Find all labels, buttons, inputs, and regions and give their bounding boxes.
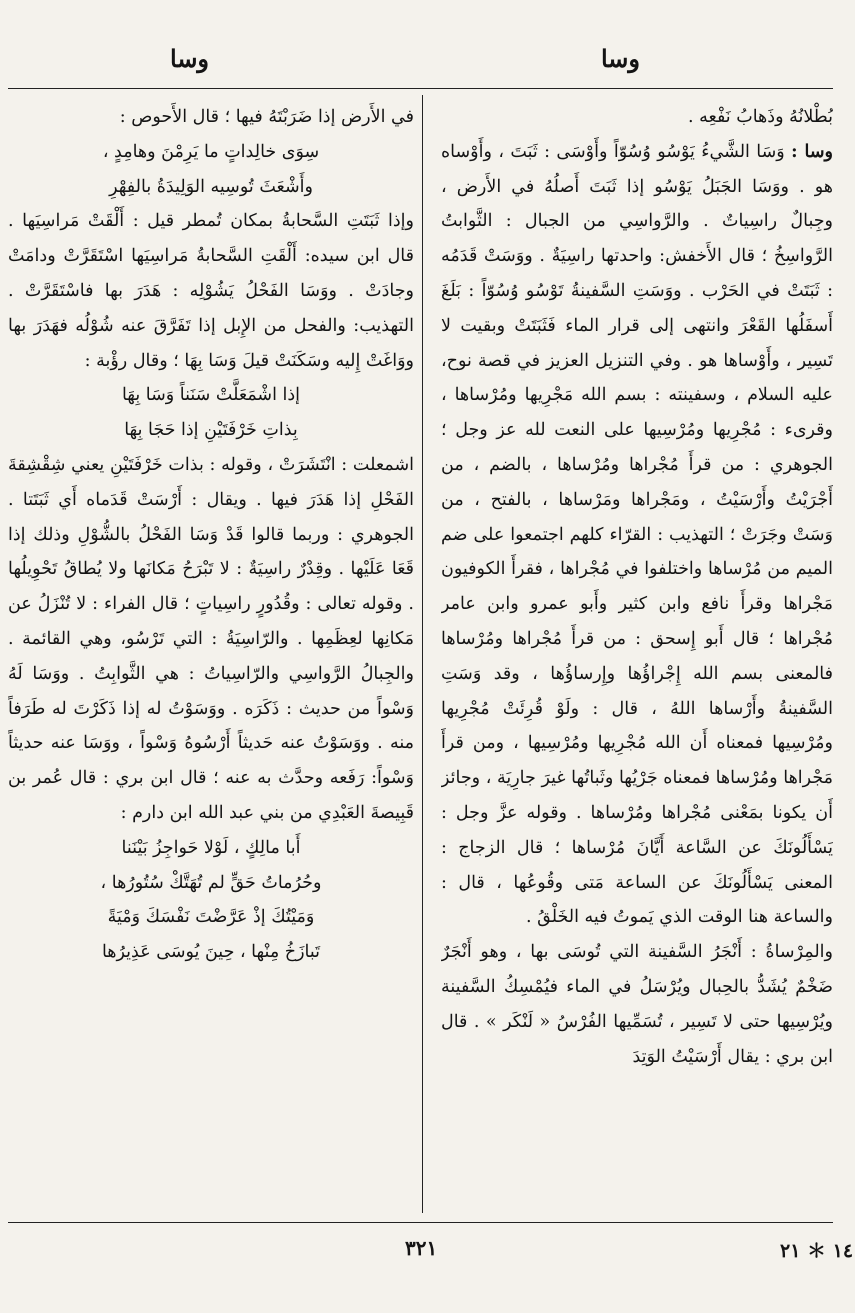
paragraph: بُطْلانُهُ وذَهابُ نَفْعِه . <box>688 107 833 127</box>
column-divider <box>422 95 423 1213</box>
signature-mark: ١٤ ＊ ٢١ <box>780 1240 854 1262</box>
bottom-rule <box>8 1222 833 1223</box>
verse-line: إذا اشْمَعَلَّتْ سَنَناً وَسَا بِهَا <box>121 385 301 406</box>
entry-text: وَسَا الشَّيءُ يَوْسُو وُسُوّاً وأَوْسَى : ثَبَتَ ، وأَوْساه هو . ووَسَا الجَبَلُ يَوْسُو إذا ثَبَتَ أَصلُهُ في الأَرض ، وجِبالٌ راسِياتٌ . والرَّواسِي من الجبال : الثَّوابتُ الرَّواسِخُ ؛ قال الأَخفش: واحدتها راسِيَةٌ . ووَسَتْ قَدَمُه : ثَبَتَتْ في الحَرْب . ووَسَتِ السَّفينةُ تَوْسُو وُسُوّاً : بَلَغَ أَسفَلُها القَعْرَ وانتهى إلى قرار الماء فَثَبَتَتْ وبقيت لا تَسِير ، وأَوْساها هو . وفي التنزيل العزيز في قصة نوح، عليه السلام ، وسفينته : بسم الله مَجْرِيها ومُرْساها ، وقرىء : مُجْرِيها ومُرْسِيها على النعت لله عز وجل ؛ الجوهري : من قرأَ مُجْراها ومُرْساها ، بالضم ، من أَجْرَيْتُ وأَرْسَيْتُ ، ومَجْراها ومَرْساها ، بالفتح ، من وَسَتْ وجَرَتْ ؛ التهذيب : القرّاء كلهم اجتمعوا على ضم الميم من مُرْساها واختلفوا في مُجْراها ، فقرأَ الكوفيون مَجْراها وقرأَ نافع وابن كثير وأَبو عمرو وابن عامر مُجْراها ؛ قال أَبو إِسحق : من قرأَ مُجْراها ومُرْساها فالمعنى بسم الله إِجْراؤُها وإِرساؤُها ، وقد وَسَتِ السَّفينةُ وأَرْساها اللهُ ، قال : ولَوْ قُرِئَتْ مُجْرِيها ومُرْسِيها فمعناه أَن الله مُجْرِيها ومُرْسِيها ، ومن قرأَ مَجْراها ومُرْساها فمعناه جَرْيُها وثَباتُها غيرَ جارِيَة ، وجائز أَن يكونا بمَعْنى مُجْراها ومُرْساها . وقوله عزَّ وجل : يَسْأَلُونَكَ عن السَّاعة أَيَّانَ مُرْساها ؛ قال الزجاج : المعنى يَسْأَلُونَكَ عن الساعة مَتى وقُوعُها ، قال : والساعة هنا الوقت الذي يَموتُ فيه الخَلْقُ . <box>441 141 833 928</box>
top-rule <box>8 88 833 89</box>
running-head-left: وسا <box>170 44 210 73</box>
left-column <box>8 100 414 1212</box>
verse-line: بِذاتِ خَرْفَتَيْنِ إذا حَجَا بِهَا <box>124 420 298 441</box>
entry-headword: وسا : <box>791 141 833 162</box>
dictionary-entry <box>441 135 833 935</box>
verse-line: تَبازَخُ مِنْها ، حِينَ يُوسَى عَذِيرُها <box>101 942 321 963</box>
paragraph: والمِرْساةُ : أَنْجَرُ السَّفينة التي تُوسَى بها ، وهو أَنْجَرٌ ضَخْمٌ يُشَدُّ بالحِبال ويُرْسَلُ في الماء فيُمْسِكُ السَّفينة ويُرْسِيها حتى لا تَسِير ، تُسَمِّيها الفُرْسُ « لَنْكَر » . قال ابن بري : يقال أَرْسَيْتُ الوَتِدَ <box>441 942 833 1067</box>
running-head-right: وسا <box>600 44 640 73</box>
verse-line: وحُرُماتُ حَقٍّ لم تُهَتَّكْ سُتُورُها ، <box>100 872 322 893</box>
paragraph: في الأَرض إذا ضَرَبْتَهُ فيها ؛ قال الأَحوص : <box>119 107 414 127</box>
verse-line: وَمَيْتُكَ إذْ عَرَّضْتَ نَفْسَكَ وَمْيَةً <box>107 907 315 928</box>
verse-line: أَبا مالِكٍ ، لَوْلا حَواجِزُ بَيْنَنا <box>121 837 301 858</box>
verse-line: وأَشْعَثَ تُوسِيه الوَلِيدَةُ بالفِهْرِ <box>109 176 313 197</box>
paragraph: وإذا ثَبَتَتِ السَّحابةُ بمكان تُمطر قيل : أَلْقَتْ مَراسِيَها . قال ابن سيده: أَلْقَتِ السَّحابةُ مَراسِيَها اسْتَقَرَّتْ ودامَتْ وجادَتْ . ووَسَا الفَحْلُ يَشُوْلِه : هَدَرَ بها فاسْتَقَرَّتْ . التهذيب: والفحل من الإِبل إذا تَفَرَّقَ عنه شُوْلُه فهَدَرَ بها ووَاغَتْ إِليه وسَكَنَتْ قيلَ وَسَا بِهَا ؛ وقال رؤْبة : <box>8 211 414 371</box>
right-column <box>441 100 833 1212</box>
verse-line: سِوَى خالِداتٍ ما يَرِمْنَ وهامِدٍ ، <box>102 141 320 162</box>
page-number: ٣٢١ <box>405 1236 438 1260</box>
paragraph: اشمعلت : انْتَشَرَتْ ، وقوله : بذات خَرْفَتَيْنِ يعني شِقْشِقةَ الفَحْلِ إذا هَدَرَ فيها . ويقال : أَرْسَتْ قَدَماه أَي ثَبَتَتا . الجوهري : وربما قالوا قَدْ وَسَا الفَحْلُ بالشُّوْلِ وذلك إذا قَعَا عَلَيْها . وقِدْرٌ راسِيَةٌ : لا تَبْرَحُ مَكانَها ولا يُطاقُ تَحْوِيلُها . وقوله تعالى : وقُدُورٍ راسِياتٍ ؛ قال الفراء : لا تُنْزَلُ عن مَكانِها لعِظَمِها . والرّاسِيَةُ : التي تَرْسُو، وهي القائمة . والجِبالُ الرَّواسِي والرّاسِياتُ : هي الثَّوابِتُ . ووَسَا لَهُ وَسْواً من حديث : ذَكَرَه . ووَسَوْتُ له إذا ذَكَرْتَ له طَرَفاً منه . ووَسَوْتُ عنه حَديثاً أَرْسُوهُ وَسْواً ، ووَسَا عنه حديثاً وَسْواً: رَفَعه وحدَّث به عنه ؛ قال ابن بري : قال عُمر بن قَبِيصةَ العَبْدِي من بني عبد الله ابن دارم : <box>8 454 414 823</box>
